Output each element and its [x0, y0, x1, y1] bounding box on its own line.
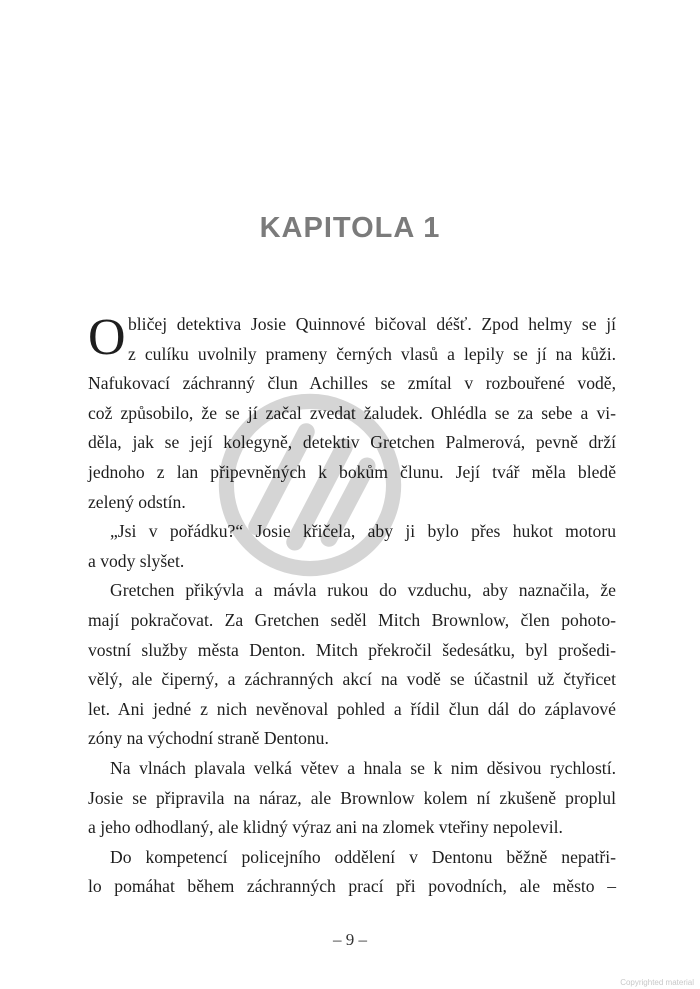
text-line: Gretchen přikývla a mávla rukou do vzduchu, aby naznačila, že: [110, 580, 616, 601]
text-line: vostní služby města Denton. Mitch překročil šedesátku, byl prošedi-: [88, 639, 616, 660]
text-line: jednoho z lan připevněných k bokům člunu. Její tvář měla bledě: [88, 461, 616, 482]
text-line: zelený odstín.: [88, 491, 186, 512]
text-line: a vody slyšet.: [88, 550, 185, 571]
first-paragraph: [88, 310, 616, 517]
text-line: vělý, ale čiperný, a záchranných akcí na vodě se účastnil už čtyřicet: [88, 669, 616, 690]
text-line: což způsobilo, že se jí začal zvedat žaludek. Ohlédla se za sebe a vi-: [88, 402, 616, 423]
paragraph: [88, 517, 616, 576]
text-line: Do kompetencí policejního oddělení v Dentonu běžně nepatři-: [110, 846, 616, 867]
chapter-title: KAPITOLA 1: [259, 212, 441, 244]
text-line: zóny na východní straně Dentonu.: [88, 728, 329, 749]
copyright-notice: Copyrighted material: [620, 978, 694, 987]
text-line: Josie se připravila na náraz, ale Brownlow kolem ní zkušeně proplul: [88, 787, 616, 808]
text-line: Na vlnách plavala velká větev a hnala se k nim děsivou rychlostí.: [110, 757, 616, 778]
paragraph: [88, 754, 616, 843]
drop-cap: O: [88, 309, 126, 366]
body-text: [88, 310, 616, 902]
text-line: mají pokračovat. Za Gretchen seděl Mitch Brownlow, člen pohoto-: [88, 609, 616, 630]
paragraph: [88, 576, 616, 754]
page-number: – 9 –: [333, 930, 367, 949]
text-line: děla, jak se její kolegyně, detektiv Gretchen Palmerová, pevně drží: [88, 432, 616, 453]
text-line: a jeho odhodlaný, ale klidný výraz ani na zlomek vteřiny nepolevil.: [88, 817, 563, 838]
text-line: bličej detektiva Josie Quinnové bičoval déšť. Zpod helmy se jí: [128, 314, 616, 334]
text-line: „Jsi v pořádku?“ Josie křičela, aby ji bylo přes hukot motoru: [110, 521, 616, 542]
text-line: z culíku uvolnily prameny černých vlasů a lepily se jí na kůži.: [128, 343, 616, 364]
paragraph: [88, 843, 616, 902]
text-line: let. Ani jedné z nich nevěnoval pohled a řídil člun dál do záplavové: [88, 698, 616, 719]
text-line: Nafukovací záchranný člun Achilles se zmítal v rozbouřené vodě,: [88, 373, 616, 394]
text-line: lo pomáhat během záchranných prací při povodních, ale město –: [88, 876, 616, 897]
